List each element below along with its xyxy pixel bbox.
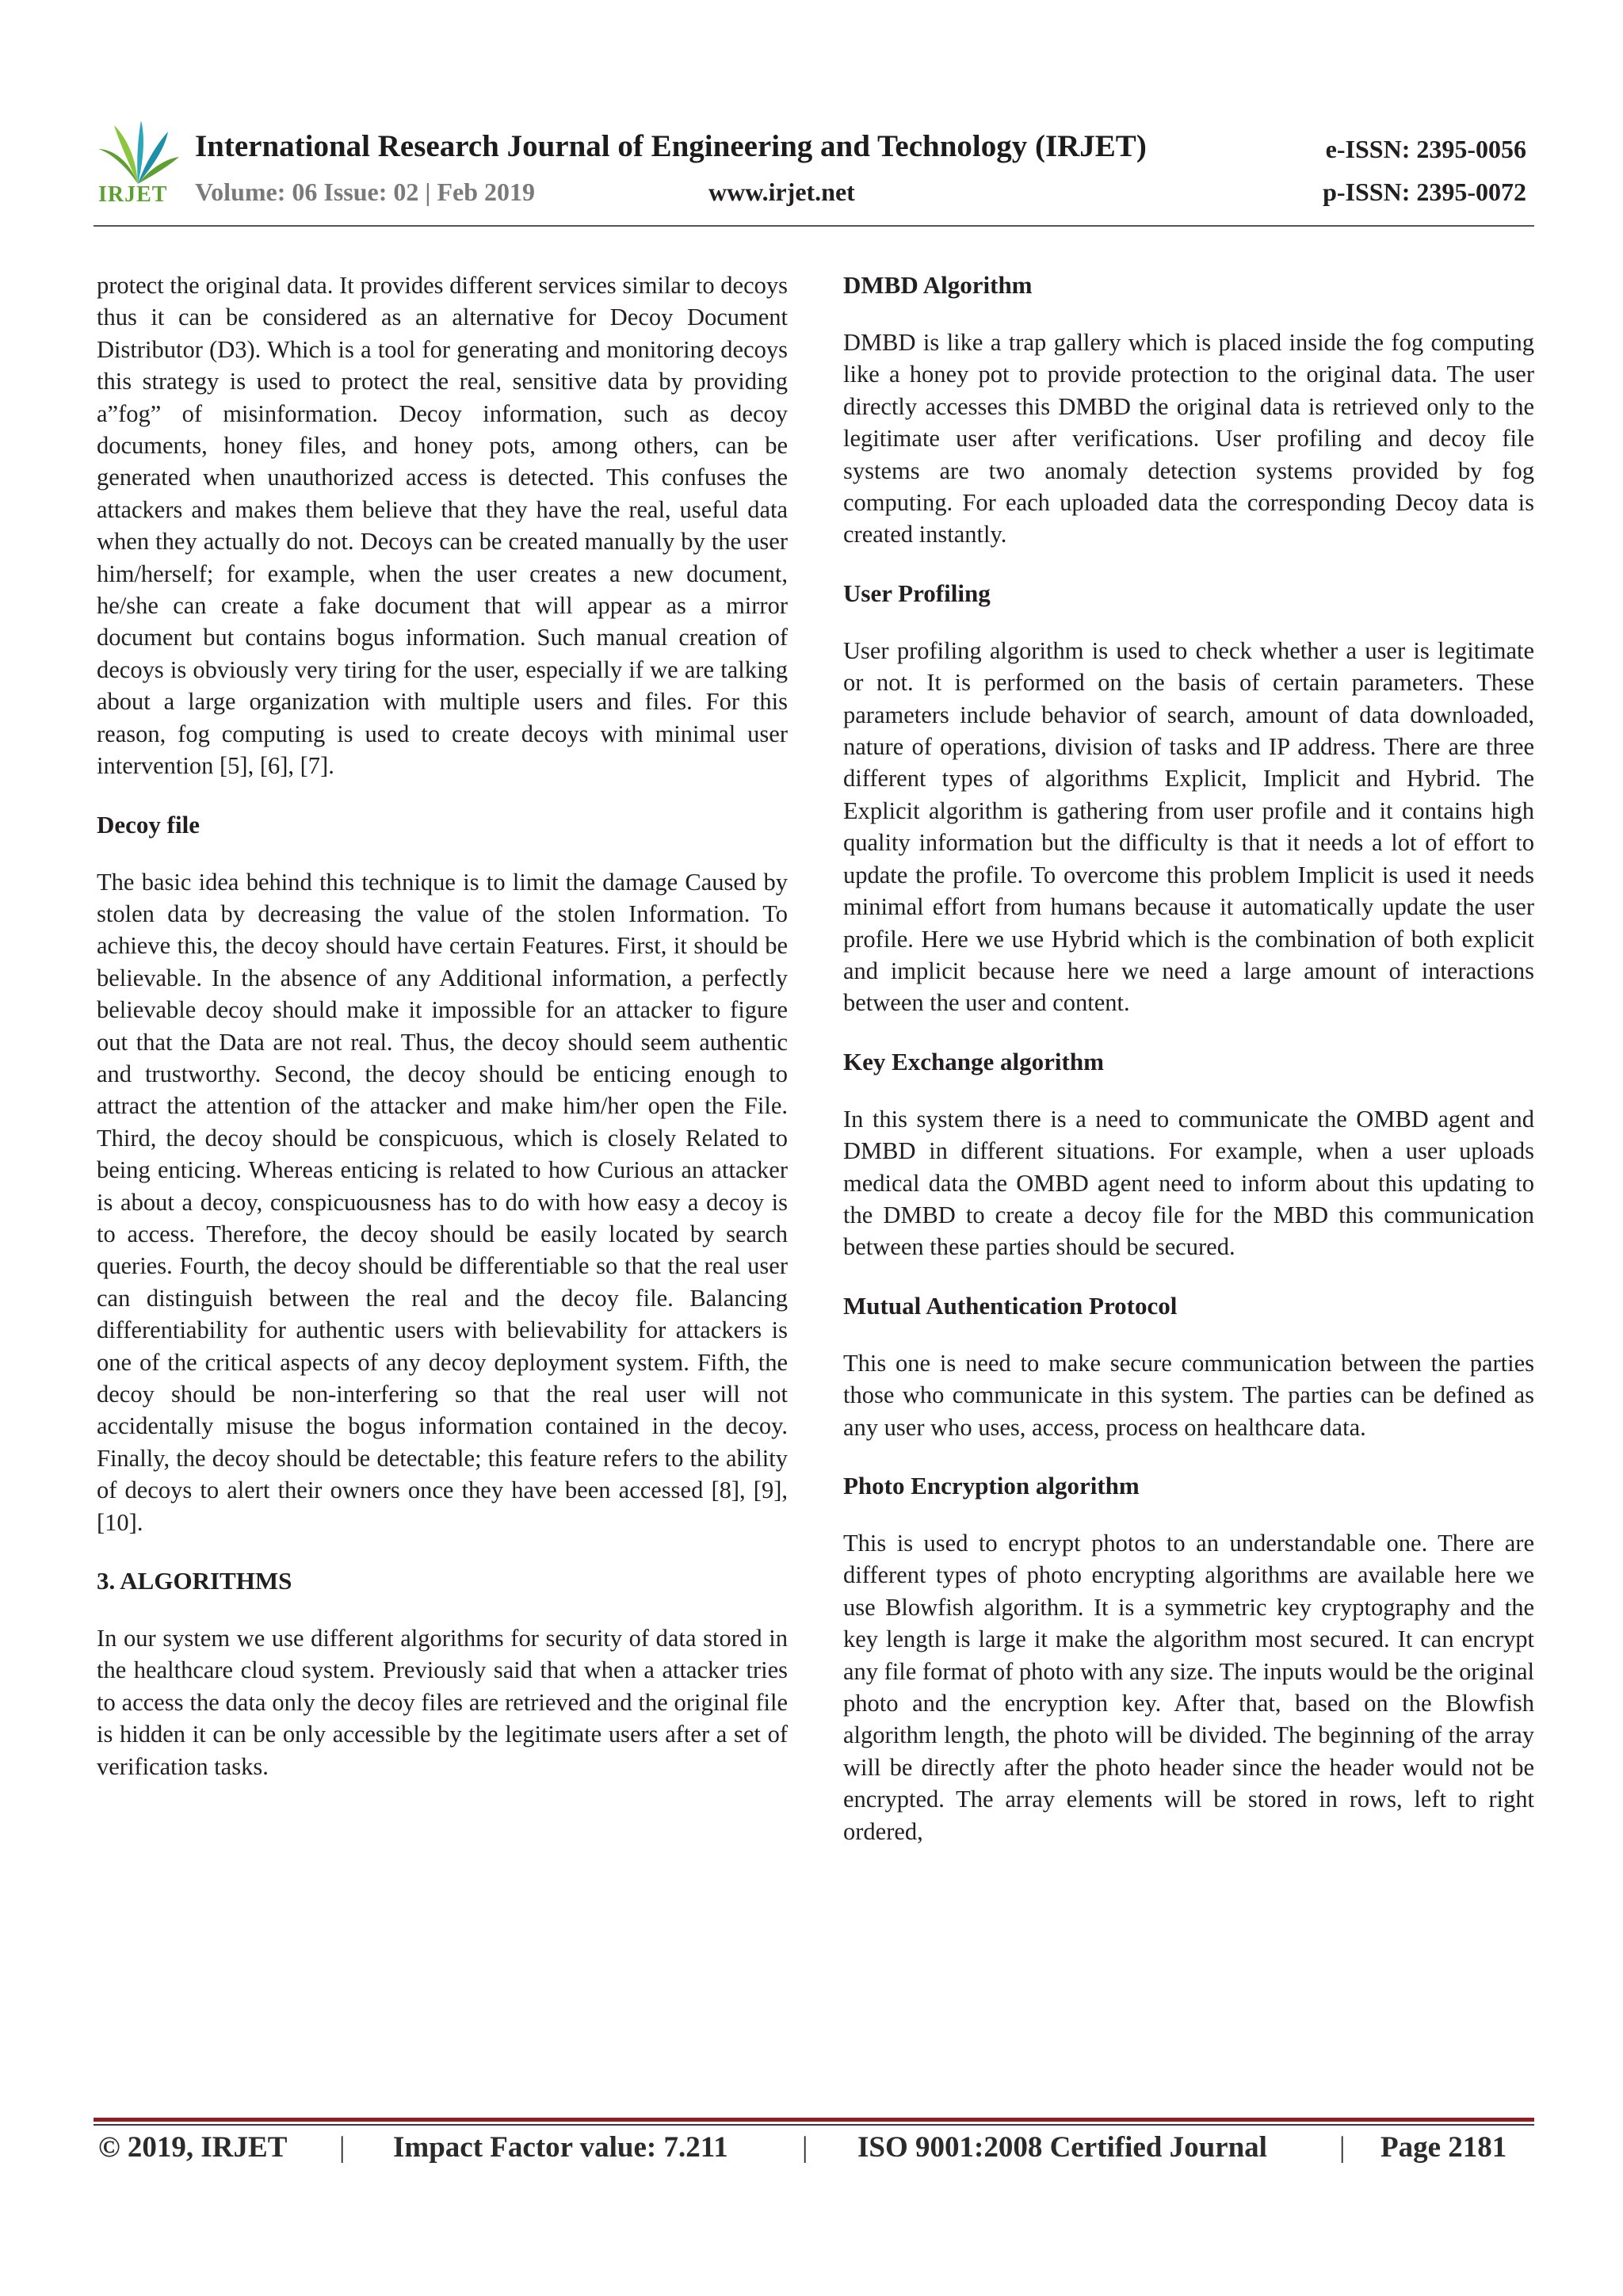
journal-title: International Research Journal of Engineering and Technology (IRJET) (195, 129, 1147, 163)
p-issn: p-ISSN: 2395-0072 (1323, 178, 1526, 206)
paragraph-photo-encryption: This is used to encrypt photos to an understandable one. There are different types of photo encrypting algorithms are available here we use Blowfish algorithm. It is a symmetric key cryptography and the key length is large it make the algorithm most secured. It can encrypt any file format of photo with any size. The inputs would be the original photo and the encryption key. After that, based on the Blowfish algorithm length, the photo will be divided. The beginning of the array will be directly after the photo header since the header would not be encrypted. The array elements will be stored in rows, left to right ordered, (843, 1529, 1534, 1845)
paragraph-intro: protect the original data. It provides different services similar to decoys thus it can be considered as an alternative for Decoy Document Distributor (D3). Which is a tool for generating and monitoring decoys this strategy is used to protect the real, sensitive data by providing a”fog” of misinformation. Decoy information, such as decoy documents, honey files, and honey pots, among others, can be generated when unauthorized access is detected. This confuses the attackers and makes them believe that they have the real, useful data when they actually do not. Decoys can be created manually by the user him/herself; for example, when the user creates a new document, he/she can create a fake document that will appear as a mirror document but contains bogus information. Such manual creation of decoys is obviously very tiring for the user, especially if we are talking about a large organization with multiple users and files. For this reason, fog computing is used to create decoys with minimal user intervention [5], [6], [7]. (97, 272, 788, 780)
e-issn: e-ISSN: 2395-0056 (1325, 135, 1526, 163)
heading-user-profiling: User Profiling (843, 579, 991, 607)
footer-iso: ISO 9001:2008 Certified Journal (857, 2131, 1267, 2164)
heading-key-exchange: Key Exchange algorithm (843, 1047, 1104, 1075)
right-column (843, 269, 1534, 1874)
heading-algorithms: 3. ALGORITHMS (97, 1567, 292, 1595)
paragraph-key-exchange: In this system there is a need to communicate the OMBD agent and DMBD in different situations. For example, when a user uploads medical data the OMBD agent need to inform about this updating to the DMBD to create a decoy file for the MBD this communication between these parties should be secured. (843, 1105, 1534, 1261)
paragraph-algorithms: In our system we use different algorithms for security of data stored in the healthcare cloud system. Previously said that when a attacker tries to access the data only the decoy files are retrieved and the original file is hidden it can be only accessible by the legitimate users after a set of verification tasks. (97, 1625, 788, 1780)
heading-dmbd: DMBD Algorithm (843, 271, 1033, 299)
website-link[interactable]: www.irjet.net (708, 178, 855, 206)
page-footer (98, 2130, 1525, 2178)
leaf-logo-icon (94, 117, 182, 187)
page-header (94, 117, 1534, 228)
left-column (97, 269, 788, 1809)
paragraph-decoy-file: The basic idea behind this technique is to limit the damage Caused by stolen data by decreasing the value of the stolen Information. To achieve this, the decoy should have certain Features. First, it should be believable. In the absence of any Additional information, a perfectly believable decoy should make it impossible for an attacker to figure out that the Data are not real. Thus, the decoy should seem authentic and trustworthy. Second, the decoy should be enticing enough to attract the attention of the attacker and make him/her open the File. Third, the decoy should be conspicuous, which is closely Related to being enticing. Whereas enticing is related to how Curious an attacker is about a decoy, conspicuousness has to do with how easy a decoy is to access. Therefore, the decoy should be easily located by search queries. Fourth, the decoy should be differentiable so that the real user can distinguish between the real and the decoy file. Balancing differentiability for authentic users with believability for attackers is one of the critical aspects of any decoy deployment system. Fifth, the decoy should be non-interfering so that the real user will not accidentally misuse the bogus information contained in the decoy. Finally, the decoy should be detectable; this feature refers to the ability of decoys to alert their owners once they have been accessed [8], [9], [10]. (97, 868, 788, 1536)
heading-decoy-file: Decoy file (97, 810, 200, 839)
heading-mutual-auth: Mutual Authentication Protocol (843, 1291, 1178, 1320)
footer-impact-factor: Impact Factor value: 7.211 (393, 2131, 728, 2164)
footer-separator: | (339, 2131, 346, 2164)
logo-text: IRJET (98, 182, 168, 207)
footer-page-number: Page 2181 (1381, 2131, 1507, 2164)
paragraph-dmbd: DMBD is like a trap gallery which is placed inside the fog computing like a honey pot to provide protection to the original data. The user directly accesses this DMBD the original data is retrieved only to the legitimate user after verifications. User profiling and decoy file systems are two anomaly detection systems provided by fog computing. For each uploaded data the corresponding Decoy data is created instantly. (843, 329, 1534, 548)
footer-divider-dark (94, 2124, 1534, 2126)
header-divider (94, 225, 1534, 227)
volume-issue: Volume: 06 Issue: 02 | Feb 2019 (195, 178, 535, 206)
footer-copyright: © 2019, IRJET (98, 2131, 288, 2164)
paragraph-user-profiling: User profiling algorithm is used to check whether a user is legitimate or not. It is performed on the basis of certain parameters. These parameters include behavior of search, amount of data downloaded, nature of operations, division of tasks and IP address. There are three different types of algorithms Explicit, Implicit and Hybrid. The Explicit algorithm is gathering from user profile and it contains high quality information but the difficulty is that it needs a lot of effort to update the profile. To overcome this problem Implicit is used it needs minimal effort from humans because it automatically update the user profile. Here we use Hybrid which is the combination of both explicit and implicit because here we need a large amount of interactions between the user and content. (843, 636, 1534, 1017)
footer-divider-red (94, 2118, 1534, 2122)
paragraph-mutual-auth: This one is need to make secure communication between the parties those who communicate in this system. The parties can be defined as any user who uses, access, process on healthcare data. (843, 1349, 1534, 1441)
irjet-logo (94, 117, 182, 212)
footer-separator: | (1339, 2131, 1346, 2164)
footer-separator: | (802, 2131, 808, 2164)
heading-photo-encryption: Photo Encryption algorithm (843, 1471, 1140, 1499)
